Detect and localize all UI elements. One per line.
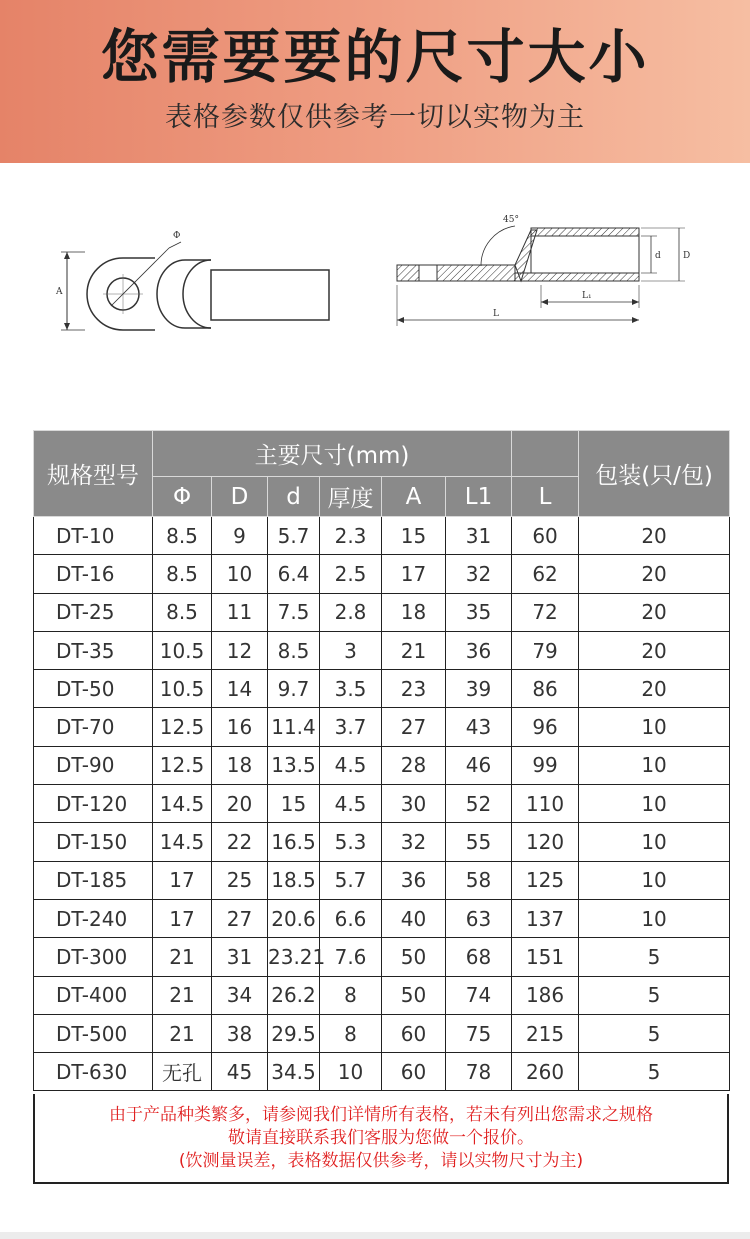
table-cell: 32 xyxy=(446,555,512,593)
table-cell: 17 xyxy=(382,555,446,593)
table-cell: 72 xyxy=(512,593,579,631)
note-line-2: 敬请直接联系我们客服为您做一个报价。 xyxy=(228,1128,534,1148)
table-cell: 36 xyxy=(446,631,512,669)
table-cell: 96 xyxy=(512,708,579,746)
table-cell: 2.8 xyxy=(320,593,382,631)
subheader-cell: L xyxy=(512,477,579,517)
model-cell: DT-240 xyxy=(34,899,153,937)
table-cell: 78 xyxy=(446,1053,512,1091)
table-cell: 125 xyxy=(512,861,579,899)
table-cell: 6.6 xyxy=(320,899,382,937)
table-cell: 25 xyxy=(212,861,268,899)
model-cell: DT-35 xyxy=(34,631,153,669)
table-row xyxy=(34,976,730,1014)
table-cell: 36 xyxy=(382,861,446,899)
table-cell: 62 xyxy=(512,555,579,593)
table-cell: 4.5 xyxy=(320,785,382,823)
table-cell: 21 xyxy=(382,631,446,669)
table-cell: 20.6 xyxy=(268,899,320,937)
table-cell: 137 xyxy=(512,899,579,937)
table-row xyxy=(34,823,730,861)
model-cell: DT-70 xyxy=(34,708,153,746)
table-cell: 40 xyxy=(382,899,446,937)
lug-side-view-drawing xyxy=(385,190,705,350)
table-cell: 9.7 xyxy=(268,670,320,708)
model-cell: DT-120 xyxy=(34,785,153,823)
subheader-cell: 厚度 xyxy=(320,477,382,517)
dim-label-l: L xyxy=(493,309,499,319)
table-cell: 45 xyxy=(212,1053,268,1091)
spec-table xyxy=(33,430,730,1091)
table-cell: 7.6 xyxy=(320,938,382,976)
table-cell: 21 xyxy=(153,976,212,1014)
table-cell: 10 xyxy=(579,746,730,784)
table-cell: 99 xyxy=(512,746,579,784)
model-cell: DT-90 xyxy=(34,746,153,784)
table-cell: 26.2 xyxy=(268,976,320,1014)
table-cell: 3 xyxy=(320,631,382,669)
note-line-1: 由于产品种类繁多，请参阅我们详情所有表格，若未有列出您需求之规格 xyxy=(109,1105,653,1125)
table-cell: 8 xyxy=(320,976,382,1014)
table-cell: 32 xyxy=(382,823,446,861)
model-cell: DT-50 xyxy=(34,670,153,708)
table-cell: 12 xyxy=(212,631,268,669)
model-cell: DT-10 xyxy=(34,517,153,555)
table-cell: 75 xyxy=(446,1014,512,1052)
table-cell: 8.5 xyxy=(153,517,212,555)
table-cell: 46 xyxy=(446,746,512,784)
table-cell: 无孔 xyxy=(153,1053,212,1091)
table-cell: 260 xyxy=(512,1053,579,1091)
table-cell: 10 xyxy=(212,555,268,593)
table-cell: 20 xyxy=(579,670,730,708)
table-cell: 12.5 xyxy=(153,746,212,784)
table-cell: 10 xyxy=(579,899,730,937)
table-cell: 10.5 xyxy=(153,631,212,669)
table-cell: 29.5 xyxy=(268,1014,320,1052)
table-row xyxy=(34,593,730,631)
table-cell: 22 xyxy=(212,823,268,861)
table-cell: 5 xyxy=(579,976,730,1014)
table-cell: 28 xyxy=(382,746,446,784)
table-cell: 60 xyxy=(512,517,579,555)
model-cell: DT-400 xyxy=(34,976,153,1014)
table-row xyxy=(34,899,730,937)
table-cell: 5.3 xyxy=(320,823,382,861)
dim-label-big-d: D xyxy=(683,251,691,261)
notes-box xyxy=(33,1094,729,1184)
table-cell: 21 xyxy=(153,938,212,976)
dim-label-a: A xyxy=(56,287,63,297)
table-cell: 34 xyxy=(212,976,268,1014)
model-cell: DT-16 xyxy=(34,555,153,593)
table-row xyxy=(34,1014,730,1052)
table-cell: 8.5 xyxy=(153,593,212,631)
subheader-cell: L1 xyxy=(446,477,512,517)
table-row xyxy=(34,555,730,593)
table-cell: 60 xyxy=(382,1053,446,1091)
technical-drawings xyxy=(0,190,750,350)
table-cell: 17 xyxy=(153,861,212,899)
bottom-strip xyxy=(0,1232,750,1239)
table-cell: 74 xyxy=(446,976,512,1014)
table-cell: 5.7 xyxy=(320,861,382,899)
table-cell: 10 xyxy=(320,1053,382,1091)
table-cell: 186 xyxy=(512,976,579,1014)
lug-top-view-drawing xyxy=(45,190,385,350)
table-cell: 14 xyxy=(212,670,268,708)
table-cell: 120 xyxy=(512,823,579,861)
table-cell: 5 xyxy=(579,1014,730,1052)
table-cell: 60 xyxy=(382,1014,446,1052)
table-cell: 15 xyxy=(382,517,446,555)
table-row xyxy=(34,517,730,555)
table-cell: 68 xyxy=(446,938,512,976)
table-cell: 8.5 xyxy=(153,555,212,593)
note-line-3: (饮测量误差，表格数据仅供参考，请以实物尺寸为主) xyxy=(178,1151,584,1171)
table-cell: 18 xyxy=(212,746,268,784)
dim-label-l1: L₁ xyxy=(582,291,592,301)
page-title: 您需要要的尺寸大小 xyxy=(100,23,650,91)
header-banner xyxy=(0,0,750,163)
table-cell: 20 xyxy=(579,593,730,631)
model-cell: DT-185 xyxy=(34,861,153,899)
header-main-dimensions: 主要尺寸(mm) xyxy=(153,431,512,477)
table-cell: 18.5 xyxy=(268,861,320,899)
subheader-cell: A xyxy=(382,477,446,517)
table-cell: 110 xyxy=(512,785,579,823)
table-cell: 2.5 xyxy=(320,555,382,593)
table-cell: 10 xyxy=(579,823,730,861)
table-cell: 63 xyxy=(446,899,512,937)
table-cell: 23.21 xyxy=(268,938,320,976)
table-cell: 16 xyxy=(212,708,268,746)
model-cell: DT-300 xyxy=(34,938,153,976)
dim-label-phi: Φ xyxy=(173,231,181,241)
table-cell: 8 xyxy=(320,1014,382,1052)
header-packaging: 包装(只/包) xyxy=(579,431,730,517)
table-cell: 3.7 xyxy=(320,708,382,746)
table-row xyxy=(34,746,730,784)
table-cell: 50 xyxy=(382,976,446,1014)
table-cell: 10.5 xyxy=(153,670,212,708)
model-cell: DT-630 xyxy=(34,1053,153,1091)
table-cell: 21 xyxy=(153,1014,212,1052)
model-cell: DT-500 xyxy=(34,1014,153,1052)
table-cell: 34.5 xyxy=(268,1053,320,1091)
table-cell: 14.5 xyxy=(153,823,212,861)
table-cell: 50 xyxy=(382,938,446,976)
table-cell: 20 xyxy=(579,555,730,593)
table-cell: 10 xyxy=(579,785,730,823)
table-cell: 5.7 xyxy=(268,517,320,555)
table-cell: 35 xyxy=(446,593,512,631)
table-cell: 17 xyxy=(153,899,212,937)
table-cell: 215 xyxy=(512,1014,579,1052)
dim-label-angle: 45° xyxy=(503,215,519,225)
table-cell: 11.4 xyxy=(268,708,320,746)
page-subtitle: 表格参数仅供参考一切以实物为主 xyxy=(165,102,585,133)
table-cell: 27 xyxy=(382,708,446,746)
table-cell: 20 xyxy=(579,517,730,555)
model-cell: DT-150 xyxy=(34,823,153,861)
table-cell: 10 xyxy=(579,708,730,746)
table-cell: 10 xyxy=(579,861,730,899)
table-cell: 52 xyxy=(446,785,512,823)
model-cell: DT-25 xyxy=(34,593,153,631)
table-cell: 8.5 xyxy=(268,631,320,669)
table-cell: 86 xyxy=(512,670,579,708)
table-cell: 23 xyxy=(382,670,446,708)
table-cell: 58 xyxy=(446,861,512,899)
table-cell: 4.5 xyxy=(320,746,382,784)
table-cell: 30 xyxy=(382,785,446,823)
table-row xyxy=(34,631,730,669)
table-cell: 6.4 xyxy=(268,555,320,593)
dim-label-d: d xyxy=(655,251,661,261)
table-row xyxy=(34,1053,730,1091)
table-cell: 14.5 xyxy=(153,785,212,823)
table-cell: 31 xyxy=(212,938,268,976)
table-row xyxy=(34,708,730,746)
table-row xyxy=(34,938,730,976)
table-cell: 3.5 xyxy=(320,670,382,708)
table-cell: 27 xyxy=(212,899,268,937)
table-cell: 151 xyxy=(512,938,579,976)
table-row xyxy=(34,861,730,899)
table-cell: 39 xyxy=(446,670,512,708)
table-cell: 16.5 xyxy=(268,823,320,861)
table-row xyxy=(34,785,730,823)
header-model: 规格型号 xyxy=(34,431,153,517)
table-cell: 12.5 xyxy=(153,708,212,746)
subheader-cell: Φ xyxy=(153,477,212,517)
table-cell: 2.3 xyxy=(320,517,382,555)
subheader-cell: d xyxy=(268,477,320,517)
table-cell: 5 xyxy=(579,938,730,976)
subheader-cell: D xyxy=(212,477,268,517)
table-row xyxy=(34,670,730,708)
table-cell: 9 xyxy=(212,517,268,555)
table-cell: 79 xyxy=(512,631,579,669)
table-cell: 13.5 xyxy=(268,746,320,784)
table-cell: 15 xyxy=(268,785,320,823)
table-cell: 31 xyxy=(446,517,512,555)
table-cell: 38 xyxy=(212,1014,268,1052)
table-cell: 5 xyxy=(579,1053,730,1091)
table-cell: 20 xyxy=(212,785,268,823)
header-blank xyxy=(512,431,579,477)
table-cell: 18 xyxy=(382,593,446,631)
table-cell: 11 xyxy=(212,593,268,631)
table-cell: 55 xyxy=(446,823,512,861)
table-cell: 43 xyxy=(446,708,512,746)
table-cell: 7.5 xyxy=(268,593,320,631)
table-cell: 20 xyxy=(579,631,730,669)
